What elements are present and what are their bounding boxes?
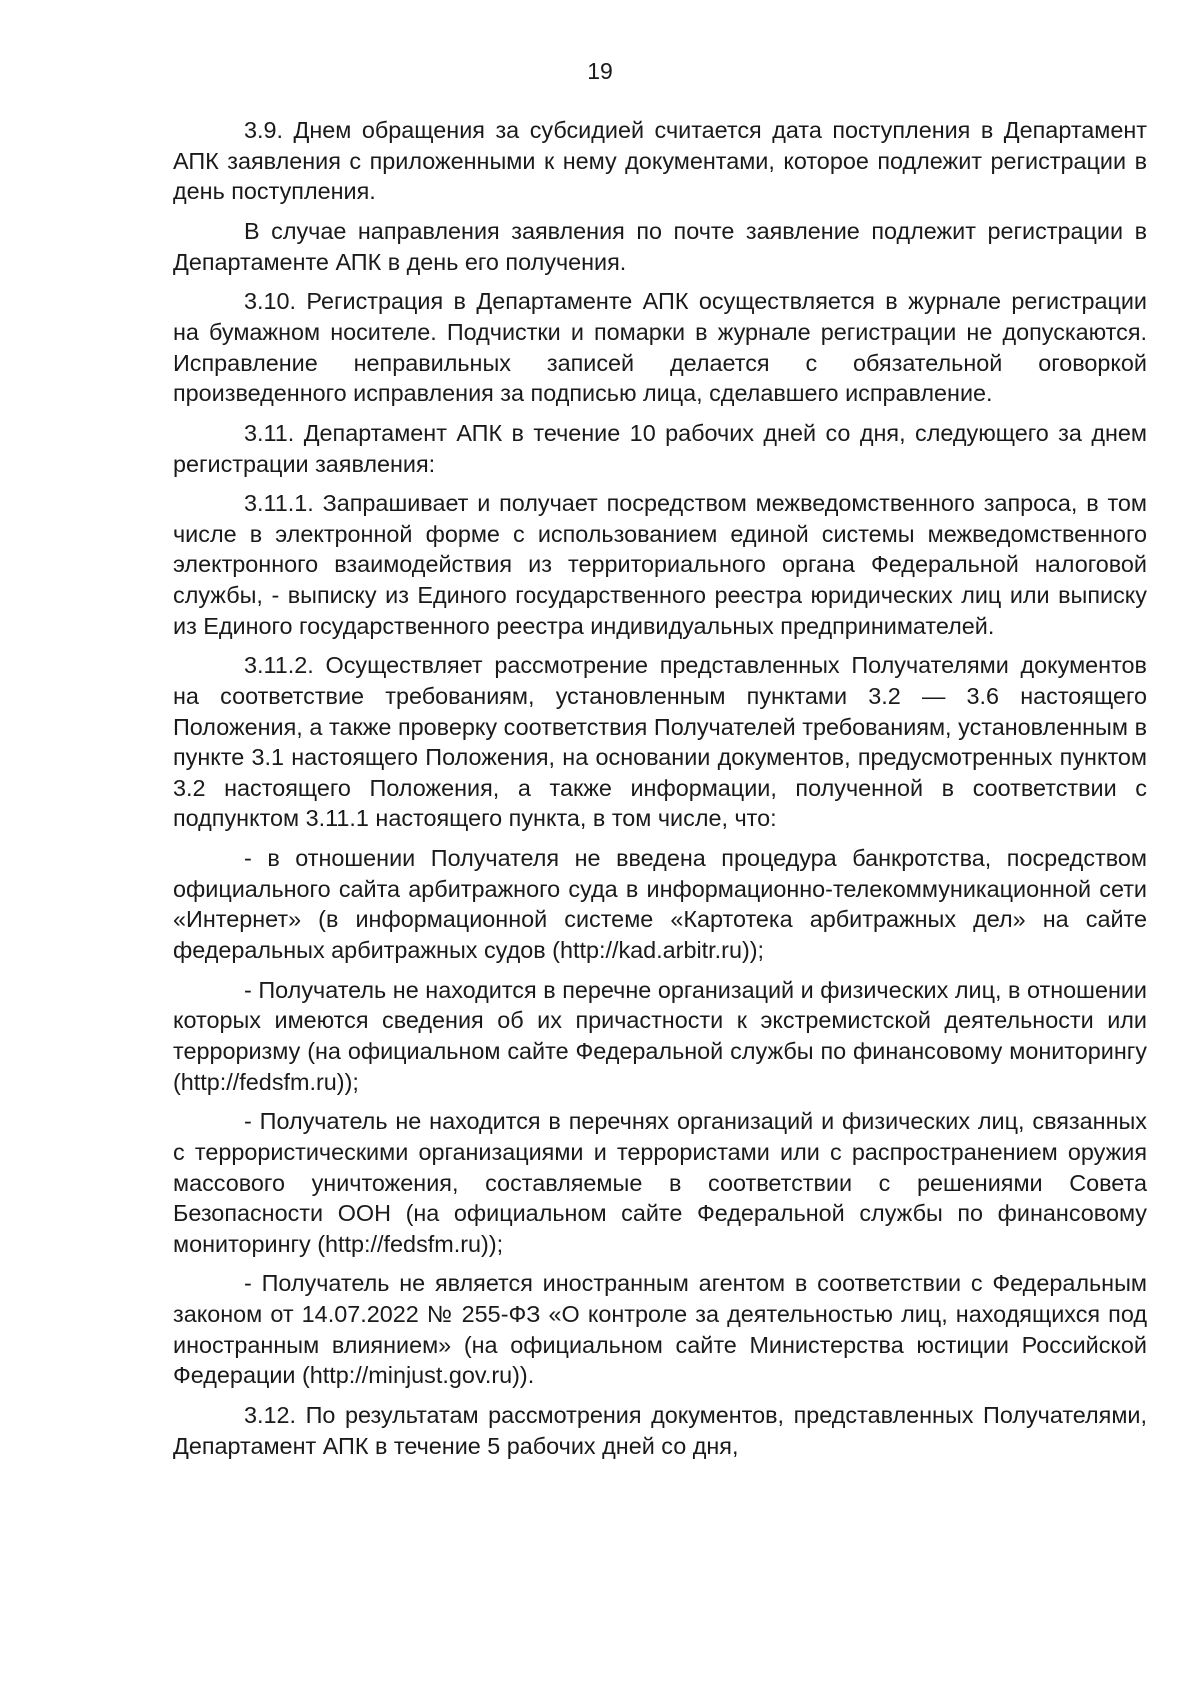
paragraph-3-12: 3.12. По результатам рассмотрения документов, представленных Получателями, Департамент АПК в течение 5 рабочих дней со дня, xyxy=(173,1402,1147,1459)
page-number: 19 xyxy=(587,58,613,84)
paragraph-3-10: 3.10. Регистрация в Департаменте АПК осуществляется в журнале регистрации на бумажном носителе. Подчистки и помарки в журнале регистрации не допускаются. Исправление неправильных записей делается с обязательной оговоркой произведенного исправления за подписью лица, сделавшего исправление. xyxy=(173,288,1147,407)
paragraph-3-11-1: 3.11.1. Запрашивает и получает посредством межведомственного запроса, в том числе в электронной форме с использованием единой системы межведомственного электронного взаимодействия из территориального органа Федеральной налоговой службы, - выписку из Единого государственного реестра юридических лиц или выписку из Единого государственного реестра индивидуальных предпринимателей. xyxy=(173,490,1147,639)
paragraph-3-11: 3.11. Департамент АПК в течение 10 рабочих дней со дня, следующего за днем регистрации заявления: xyxy=(173,419,1147,477)
list-item-extremism: - Получатель не находится в перечне организаций и физических лиц, в отношении которых имеются сведения об их причастности к экстремистской деятельности или терроризму (на официальном сайте Федеральной службы по финансовому мониторингу (http://fedsfm.ru)); xyxy=(173,976,1147,1095)
paragraph-mail-registration: В случае направления заявления по почте заявление подлежит регистрации в Департаменте АПК в день его получения. xyxy=(173,217,1147,275)
document-body xyxy=(173,115,1147,1461)
list-item-foreign-agent: - Получатель не является иностранным агентом в соответствии с Федеральным законом от 14.07.2022 № 255-ФЗ «О контроле за деятельностью лиц, находящихся под иностранным влиянием» (на официальном сайте Министерства юстиции Российской Федерации (http://minjust.gov.ru)). xyxy=(173,1270,1147,1389)
list-item-bankruptcy: - в отношении Получателя не введена процедура банкротства, посредством официального сайта арбитражного суда в информационно-телекоммуникационной сети «Интернет» (в информационной системе «Картотека арбитражных дел» на сайте федеральных арбитражных судов (http://kad.arbitr.ru)); xyxy=(173,845,1147,963)
paragraph-3-9: 3.9. Днем обращения за субсидией считается дата поступления в Департамент АПК заявления с приложенными к нему документами, которое подлежит регистрации в день поступления. xyxy=(173,117,1147,205)
paragraph-3-11-2: 3.11.2. Осуществляет рассмотрение представленных Получателями документов на соответствие требованиям, установленным пунктами 3.2 — 3.6 настоящего Положения, а также проверку соответствия Получателей требованиям, установленным в пункте 3.1 настоящего Положения, на основании документов, предусмотренных пунктом 3.2 настоящего Положения, а также информации, полученной в соответствии с подпунктом 3.11.1 настоящего пункта, в том числе, что: xyxy=(173,652,1147,832)
list-item-terrorism-lists: - Получатель не находится в перечнях организаций и физических лиц, связанных с террористическими организациями и террористами или с распространением оружия массового уничтожения, составляемые в соответствии с решениями Совета Безопасности ООН (на официальном сайте Федеральной службы по финансовому мониторингу (http://fedsfm.ru)); xyxy=(173,1108,1147,1257)
